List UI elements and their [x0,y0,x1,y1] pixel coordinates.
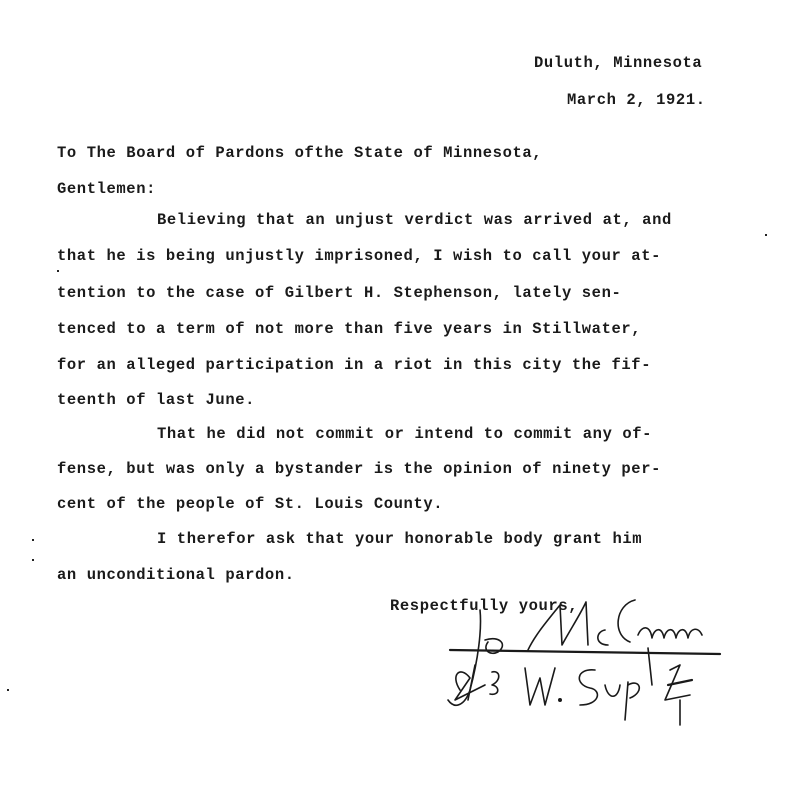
handwritten-signature [430,590,730,730]
letter-heading-place: Duluth, Minnesota [534,54,703,72]
paragraph-line: that he is being unjustly imprisoned, I wish to call your at- [57,247,661,265]
paragraph-line: teenth of last June. [57,391,256,409]
paragraph-line: That he did not commit or intend to commit any of- [157,425,653,443]
scan-speck [32,539,34,541]
scan-speck [7,689,9,691]
letter-heading-date: March 2, 1921. [567,91,706,109]
paragraph-line: Believing that an unjust verdict was arrived at, and [157,211,672,229]
paragraph-line: I therefor ask that your honorable body grant him [157,530,643,548]
paragraph-line: cent of the people of St. Louis County. [57,495,444,513]
letter-salutation: Gentlemen: [57,180,157,198]
paragraph-line: tention to the case of Gilbert H. Stephenson, lately sen- [57,284,622,302]
letter-closing: Respectfully yours, [390,597,579,615]
paragraph-line: an unconditional pardon. [57,566,295,584]
paragraph-line: tenced to a term of not more than five years in Stillwater, [57,320,642,338]
letter-addressee: To The Board of Pardons ofthe State of Minnesota, [57,144,543,162]
scan-speck [765,234,767,236]
scan-speck [57,270,59,272]
paragraph-line: for an alleged participation in a riot in this city the fif- [57,356,652,374]
scan-speck [32,559,34,561]
paragraph-line: fense, but was only a bystander is the opinion of ninety per- [57,460,661,478]
